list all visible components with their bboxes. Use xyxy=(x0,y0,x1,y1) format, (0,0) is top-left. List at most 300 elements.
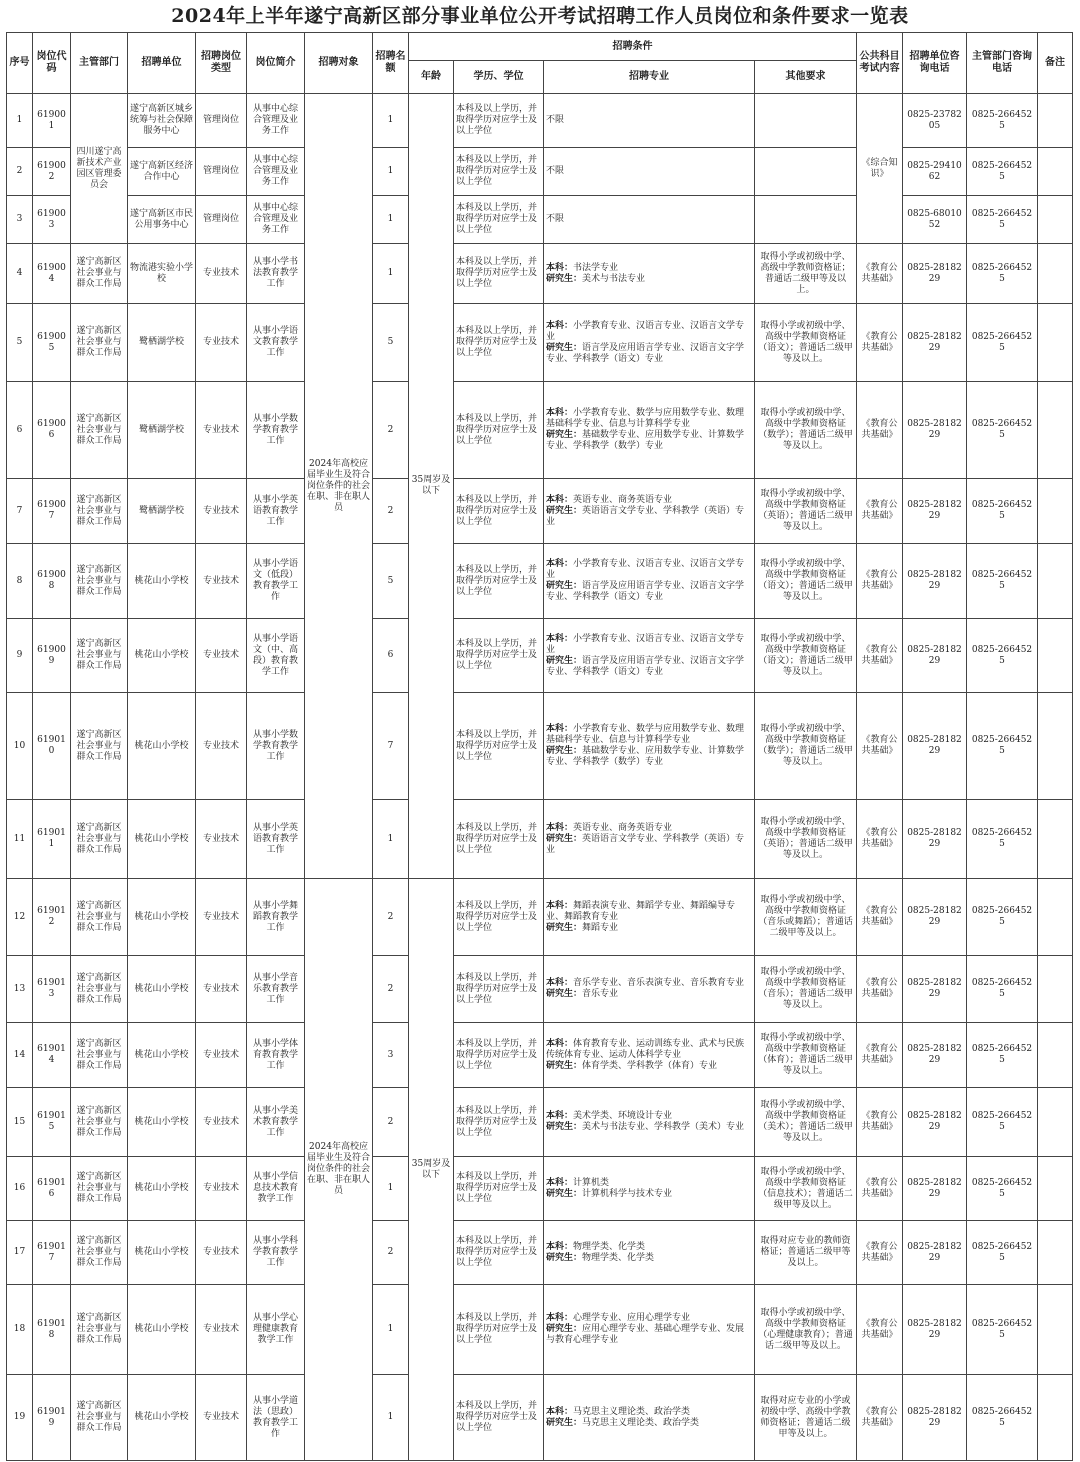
cell-seq: 16 xyxy=(7,1157,33,1221)
major-yanjiusheng: 基础数学专业、应用数学专业、计算数学专业、学科教学（数学）专业 xyxy=(546,430,745,451)
cell-exam: 《教育公共基础》 xyxy=(857,1375,903,1461)
cell-age: 35周岁及以下 xyxy=(409,94,454,879)
cell-unit-phone: 0825-2818229 xyxy=(903,304,967,382)
major-yanjiusheng: 美术与书法专业 xyxy=(582,273,646,284)
cell-major xyxy=(544,1375,755,1461)
table-row xyxy=(7,956,1073,1023)
table-row xyxy=(7,479,1073,544)
cell-code: 619004 xyxy=(33,244,71,304)
cell-edu: 本科及以上学历，并取得学历对应学士及以上学位 xyxy=(454,1375,544,1461)
cell-type: 专业技术 xyxy=(196,544,247,619)
cell-unit-phone: 0825-2818229 xyxy=(903,1221,967,1285)
major-yanjiusheng: 计算机科学与技术专业 xyxy=(582,1188,673,1199)
major-yanjiusheng: 英语语言文学专业、学科教学（英语）专业 xyxy=(546,505,745,527)
cell-seq: 4 xyxy=(7,244,33,304)
major-benke: 舞蹈表演专业、舞蹈学专业、舞蹈编导专业、舞蹈教育专业 xyxy=(546,900,736,922)
label-benke: 本科： xyxy=(546,1177,574,1188)
cell-major xyxy=(544,382,755,479)
cell-major xyxy=(544,1088,755,1157)
cell-desc: 从事小学心理健康教育教学工作 xyxy=(247,1285,305,1375)
cell-unit: 桃花山小学校 xyxy=(128,619,196,693)
cell-other: 取得对应专业的教师资格证；普通话二级甲等及以上。 xyxy=(755,1221,857,1285)
cell-dept-phone: 0825-2664525 xyxy=(967,196,1038,244)
cell-edu: 本科及以上学历，并取得学历对应学士及以上学位 xyxy=(454,693,544,800)
cell-type: 专业技术 xyxy=(196,479,247,544)
cell-dept-phone: 0825-2664525 xyxy=(967,1088,1038,1157)
major-yanjiusheng: 音乐专业 xyxy=(582,989,619,999)
major-benke: 马克思主义理论类、政治学类 xyxy=(573,1406,691,1417)
cell-exam: 《教育公共基础》 xyxy=(857,304,903,382)
cell-note xyxy=(1038,800,1073,879)
cell-dept-phone: 0825-2664525 xyxy=(967,304,1038,382)
cell-seq: 10 xyxy=(7,693,33,800)
cell-dept: 遂宁高新区社会事业与群众工作局 xyxy=(71,1221,128,1285)
cell-edu: 本科及以上学历，并取得学历对应学士及以上学位 xyxy=(454,1285,544,1375)
cell-unit-phone: 0825-2818229 xyxy=(903,1285,967,1375)
cell-desc: 从事小学舞蹈教育教学工作 xyxy=(247,879,305,956)
cell-edu: 本科及以上学历，并取得学历对应学士及以上学位 xyxy=(454,1023,544,1088)
label-benke: 本科： xyxy=(546,978,574,988)
cell-desc: 从事小学音乐教育教学工作 xyxy=(247,956,305,1023)
cell-exam: 《教育公共基础》 xyxy=(857,693,903,800)
cell-count: 1 xyxy=(373,800,409,879)
table-row xyxy=(7,1088,1073,1157)
cell-other: 取得小学或初级中学、高级中学教师资格证（音乐或舞蹈）；普通话二级甲等及以上。 xyxy=(755,879,857,956)
cell-unit: 桃花山小学校 xyxy=(128,1157,196,1221)
cell-seq: 2 xyxy=(7,148,33,196)
cell-code: 619014 xyxy=(33,1023,71,1088)
cell-major xyxy=(544,1285,755,1375)
table-row xyxy=(7,148,1073,196)
cell-exam: 《教育公共基础》 xyxy=(857,382,903,479)
cell-type: 专业技术 xyxy=(196,1375,247,1461)
cell-unit-phone: 0825-2818229 xyxy=(903,693,967,800)
label-benke: 本科： xyxy=(546,724,574,734)
label-benke: 本科： xyxy=(546,1241,574,1252)
cell-type: 管理岗位 xyxy=(196,94,247,148)
cell-note xyxy=(1038,1023,1073,1088)
label-benke: 本科： xyxy=(546,633,574,644)
cell-seq: 7 xyxy=(7,479,33,544)
cell-dept: 遂宁高新区社会事业与群众工作局 xyxy=(71,619,128,693)
cell-code: 619001 xyxy=(33,94,71,148)
cell-other: 取得小学或初级中学、高级中学教师资格证（英语）；普通话二级甲等及以上。 xyxy=(755,800,857,879)
cell-dept-phone: 0825-2664525 xyxy=(967,879,1038,956)
cell-code: 619006 xyxy=(33,382,71,479)
cell-seq: 19 xyxy=(7,1375,33,1461)
cell-note xyxy=(1038,693,1073,800)
cell-major xyxy=(544,244,755,304)
cell-other: 取得小学或初级中学、高级中学教师资格证（美术）；普通话二级甲等及以上。 xyxy=(755,1088,857,1157)
cell-major xyxy=(544,956,755,1023)
cell-type: 专业技术 xyxy=(196,619,247,693)
cell-unit-phone: 0825-2818229 xyxy=(903,879,967,956)
cell-note xyxy=(1038,1285,1073,1375)
cell-count: 2 xyxy=(373,382,409,479)
cell-major xyxy=(544,1157,755,1221)
cell-unit-phone: 0825-2818229 xyxy=(903,244,967,304)
cell-seq: 8 xyxy=(7,544,33,619)
cell-desc: 从事小学语文教育教学工作 xyxy=(247,304,305,382)
cell-note xyxy=(1038,479,1073,544)
major-benke: 小学教育专业、数学与应用数学专业、数理基础科学专业、信息与计算科学专业 xyxy=(546,408,745,429)
header-unit-phone: 招聘单位咨询电话 xyxy=(903,33,967,94)
cell-dept-phone: 0825-2664525 xyxy=(967,1221,1038,1285)
table-row xyxy=(7,196,1073,244)
cell-unit-phone: 0825-2378205 xyxy=(903,94,967,148)
cell-other: 取得小学或初级中学、高级中学教师资格证（英语）；普通话二级甲等及以上。 xyxy=(755,479,857,544)
label-benke: 本科： xyxy=(546,408,574,418)
cell-edu: 本科及以上学历，并取得学历对应学士及以上学位 xyxy=(454,479,544,544)
cell-unit-phone: 0825-2818229 xyxy=(903,382,967,479)
cell-exam: 《教育公共基础》 xyxy=(857,479,903,544)
cell-dept: 遂宁高新区社会事业与群众工作局 xyxy=(71,1157,128,1221)
cell-other: 取得小学或初级中学、高级中学教师资格证（信息技术）；普通话二级甲等及以上。 xyxy=(755,1157,857,1221)
cell-dept: 遂宁高新区社会事业与群众工作局 xyxy=(71,879,128,956)
cell-major: 不限 xyxy=(544,148,755,196)
cell-desc: 从事小学语文（低段）教育教学工作 xyxy=(247,544,305,619)
cell-unit-phone: 0825-2818229 xyxy=(903,1088,967,1157)
cell-code: 619017 xyxy=(33,1221,71,1285)
major-yanjiusheng: 英语语言文学专业、学科教学（英语）专业 xyxy=(546,833,745,855)
cell-type: 专业技术 xyxy=(196,693,247,800)
cell-note xyxy=(1038,1375,1073,1461)
major-yanjiusheng: 舞蹈专业 xyxy=(582,922,619,933)
header-seq: 序号 xyxy=(7,33,33,94)
cell-type: 专业技术 xyxy=(196,1221,247,1285)
cell-major xyxy=(544,1023,755,1088)
cell-major: 不限 xyxy=(544,94,755,148)
cell-edu: 本科及以上学历，并取得学历对应学士及以上学位 xyxy=(454,800,544,879)
cell-note xyxy=(1038,619,1073,693)
cell-exam: 《综合知识》 xyxy=(857,94,903,244)
cell-exam: 《教育公共基础》 xyxy=(857,619,903,693)
cell-unit: 桃花山小学校 xyxy=(128,956,196,1023)
cell-dept: 遂宁高新区社会事业与群众工作局 xyxy=(71,1023,128,1088)
cell-other: 取得对应专业的小学或初级中学、高级中学教师资格证；普通话二级甲等及以上。 xyxy=(755,1375,857,1461)
cell-dept-phone: 0825-2664525 xyxy=(967,1157,1038,1221)
cell-note xyxy=(1038,304,1073,382)
cell-note xyxy=(1038,1088,1073,1157)
cell-count: 5 xyxy=(373,304,409,382)
cell-dept: 四川遂宁高新技术产业园区管理委员会 xyxy=(71,94,128,244)
major-yanjiusheng: 语言学及应用语言学专业、汉语言文字学专业、学科教学（语文）专业 xyxy=(546,655,745,677)
cell-target: 2024年高校应届毕业生及符合岗位条件的社会在职、非在职人员 xyxy=(305,879,373,1461)
cell-unit: 桃花山小学校 xyxy=(128,1088,196,1157)
label-yanjiusheng: 研究生： xyxy=(546,430,583,440)
cell-code: 619010 xyxy=(33,693,71,800)
cell-unit-phone: 0825-2818229 xyxy=(903,1375,967,1461)
cell-count: 1 xyxy=(373,1157,409,1221)
cell-count: 2 xyxy=(373,1221,409,1285)
cell-unit: 桃花山小学校 xyxy=(128,800,196,879)
cell-count: 1 xyxy=(373,196,409,244)
cell-note xyxy=(1038,382,1073,479)
cell-count: 6 xyxy=(373,619,409,693)
label-benke: 本科： xyxy=(546,559,574,569)
cell-other xyxy=(755,94,857,148)
cell-code: 619018 xyxy=(33,1285,71,1375)
cell-major xyxy=(544,304,755,382)
major-benke: 心理学专业、应用心理学专业 xyxy=(573,1313,691,1323)
cell-edu: 本科及以上学历，并取得学历对应学士及以上学位 xyxy=(454,94,544,148)
cell-edu: 本科及以上学历，并取得学历对应学士及以上学位 xyxy=(454,879,544,956)
cell-note xyxy=(1038,1221,1073,1285)
cell-major xyxy=(544,800,755,879)
cell-unit: 鹭栖湖学校 xyxy=(128,304,196,382)
cell-type: 管理岗位 xyxy=(196,196,247,244)
cell-desc: 从事小学美术教育教学工作 xyxy=(247,1088,305,1157)
cell-seq: 18 xyxy=(7,1285,33,1375)
cell-unit-phone: 0825-2818229 xyxy=(903,800,967,879)
table-row xyxy=(7,382,1073,479)
cell-exam: 《教育公共基础》 xyxy=(857,1221,903,1285)
cell-exam: 《教育公共基础》 xyxy=(857,544,903,619)
cell-unit: 桃花山小学校 xyxy=(128,693,196,800)
cell-other: 取得小学或初级中学、高级中学教师资格证（语文）；普通话二级甲等及以上。 xyxy=(755,304,857,382)
label-yanjiusheng: 研究生： xyxy=(546,342,583,353)
cell-desc: 从事小学英语教育教学工作 xyxy=(247,800,305,879)
cell-code: 619012 xyxy=(33,879,71,956)
cell-desc: 从事小学书法教育教学工作 xyxy=(247,244,305,304)
cell-desc: 从事小学数学教育教学工作 xyxy=(247,693,305,800)
cell-unit: 桃花山小学校 xyxy=(128,1375,196,1461)
cell-seq: 12 xyxy=(7,879,33,956)
major-benke: 小学教育专业、汉语言专业、汉语言文学专业 xyxy=(546,633,745,655)
cell-other: 取得小学或初级中学、高级中学教师资格证；普通话二级甲等及以上。 xyxy=(755,244,857,304)
header-dept-phone: 主管部门咨询电话 xyxy=(967,33,1038,94)
cell-dept: 遂宁高新区社会事业与群众工作局 xyxy=(71,956,128,1023)
cell-edu: 本科及以上学历，并取得学历对应学士及以上学位 xyxy=(454,1221,544,1285)
cell-count: 1 xyxy=(373,1285,409,1375)
header-edu: 学历、学位 xyxy=(454,61,544,94)
major-benke: 体育教育专业、运动训练专业、武术与民族传统体育专业、运动人体科学专业 xyxy=(546,1038,745,1060)
cell-edu: 本科及以上学历，并取得学历对应学士及以上学位 xyxy=(454,956,544,1023)
cell-code: 619019 xyxy=(33,1375,71,1461)
label-yanjiusheng: 研究生： xyxy=(546,833,583,844)
major-benke: 音乐学专业、音乐表演专业、音乐教育专业 xyxy=(573,978,745,988)
cell-type: 专业技术 xyxy=(196,1157,247,1221)
cell-seq: 15 xyxy=(7,1088,33,1157)
cell-exam: 《教育公共基础》 xyxy=(857,1285,903,1375)
cell-unit-phone: 0825-2818229 xyxy=(903,544,967,619)
cell-dept-phone: 0825-2664525 xyxy=(967,94,1038,148)
cell-dept: 遂宁高新区社会事业与群众工作局 xyxy=(71,1088,128,1157)
label-yanjiusheng: 研究生： xyxy=(546,1417,583,1428)
cell-dept-phone: 0825-2664525 xyxy=(967,1375,1038,1461)
cell-unit-phone: 0825-2818229 xyxy=(903,619,967,693)
label-yanjiusheng: 研究生： xyxy=(546,922,583,933)
major-yanjiusheng: 语言学及应用语言学专业、汉语言文字学专业、学科教学（语文）专业 xyxy=(546,581,745,602)
cell-type: 专业技术 xyxy=(196,1285,247,1375)
cell-edu: 本科及以上学历，并取得学历对应学士及以上学位 xyxy=(454,544,544,619)
major-benke: 英语专业、商务英语专业 xyxy=(573,494,673,505)
cell-type: 专业技术 xyxy=(196,956,247,1023)
cell-exam: 《教育公共基础》 xyxy=(857,1157,903,1221)
cell-code: 619011 xyxy=(33,800,71,879)
cell-exam: 《教育公共基础》 xyxy=(857,879,903,956)
document-title: 2024年上半年遂宁高新区部分事业单位公开考试招聘工作人员岗位和条件要求一览表 xyxy=(171,5,909,27)
cell-dept-phone: 0825-2664525 xyxy=(967,479,1038,544)
label-benke: 本科： xyxy=(546,494,574,505)
header-code: 岗位代码 xyxy=(33,33,71,94)
cell-count: 1 xyxy=(373,1375,409,1461)
cell-dept: 遂宁高新区社会事业与群众工作局 xyxy=(71,544,128,619)
cell-desc: 从事小学科学教育教学工作 xyxy=(247,1221,305,1285)
cell-dept-phone: 0825-2664525 xyxy=(967,382,1038,479)
cell-edu: 本科及以上学历，并取得学历对应学士及以上学位 xyxy=(454,1157,544,1221)
cell-type: 专业技术 xyxy=(196,1088,247,1157)
cell-unit: 遂宁高新区市民公用事务中心 xyxy=(128,196,196,244)
table-row xyxy=(7,1375,1073,1461)
cell-unit: 桃花山小学校 xyxy=(128,544,196,619)
label-benke: 本科： xyxy=(546,822,574,833)
cell-dept: 遂宁高新区社会事业与群众工作局 xyxy=(71,693,128,800)
label-yanjiusheng: 研究生： xyxy=(546,505,583,516)
cell-note xyxy=(1038,544,1073,619)
cell-other: 取得小学或初级中学、高级中学教师资格证（语文）；普通话二级甲等及以上。 xyxy=(755,544,857,619)
cell-note xyxy=(1038,244,1073,304)
label-benke: 本科： xyxy=(546,1111,574,1121)
cell-major xyxy=(544,879,755,956)
cell-desc: 从事小学道法（思政）教育教学工作 xyxy=(247,1375,305,1461)
header-target: 招聘对象 xyxy=(305,33,373,94)
major-yanjiusheng: 体育学类、学科教学（体育）专业 xyxy=(582,1060,718,1071)
table-row xyxy=(7,1023,1073,1088)
cell-edu: 本科及以上学历，并取得学历对应学士及以上学位 xyxy=(454,304,544,382)
cell-dept: 遂宁高新区社会事业与群众工作局 xyxy=(71,800,128,879)
cell-code: 619003 xyxy=(33,196,71,244)
cell-code: 619005 xyxy=(33,304,71,382)
label-yanjiusheng: 研究生： xyxy=(546,1324,583,1334)
cell-major xyxy=(544,619,755,693)
major-benke: 英语专业、商务英语专业 xyxy=(573,822,673,833)
major-yanjiusheng: 物理学类、化学类 xyxy=(582,1252,655,1263)
major-yanjiusheng: 基础数学专业、应用数学专业、计算数学专业、学科教学（数学）专业 xyxy=(546,746,745,767)
header-age: 年龄 xyxy=(409,61,454,94)
table-row xyxy=(7,1221,1073,1285)
cell-note xyxy=(1038,879,1073,956)
label-yanjiusheng: 研究生： xyxy=(546,1188,583,1199)
cell-type: 专业技术 xyxy=(196,1023,247,1088)
label-benke: 本科： xyxy=(546,1406,574,1417)
cell-unit: 遂宁高新区城乡统筹与社会保障服务中心 xyxy=(128,94,196,148)
table-row xyxy=(7,693,1073,800)
cell-edu: 本科及以上学历，并取得学历对应学士及以上学位 xyxy=(454,382,544,479)
positions-table xyxy=(6,32,1073,1461)
cell-count: 2 xyxy=(373,956,409,1023)
cell-note xyxy=(1038,196,1073,244)
label-yanjiusheng: 研究生： xyxy=(546,1060,583,1071)
cell-code: 619009 xyxy=(33,619,71,693)
table-row xyxy=(7,544,1073,619)
cell-count: 1 xyxy=(373,94,409,148)
cell-unit-phone: 0825-6801052 xyxy=(903,196,967,244)
header-note: 备注 xyxy=(1038,33,1073,94)
major-yanjiusheng: 马克思主义理论类、政治学类 xyxy=(582,1417,700,1428)
cell-major xyxy=(544,544,755,619)
cell-unit: 桃花山小学校 xyxy=(128,879,196,956)
cell-dept: 遂宁高新区社会事业与群众工作局 xyxy=(71,1375,128,1461)
cell-edu: 本科及以上学历，并取得学历对应学士及以上学位 xyxy=(454,148,544,196)
label-yanjiusheng: 研究生： xyxy=(546,746,583,756)
cell-desc: 从事小学数学教育教学工作 xyxy=(247,382,305,479)
cell-unit: 鹭栖湖学校 xyxy=(128,382,196,479)
header-unit: 招聘单位 xyxy=(128,33,196,94)
cell-exam: 《教育公共基础》 xyxy=(857,1023,903,1088)
major-benke: 书法学专业 xyxy=(573,262,619,273)
cell-unit: 物流港实验小学校 xyxy=(128,244,196,304)
cell-dept-phone: 0825-2664525 xyxy=(967,800,1038,879)
cell-desc: 从事中心综合管理及业务工作 xyxy=(247,148,305,196)
cell-desc: 从事中心综合管理及业务工作 xyxy=(247,196,305,244)
table-row xyxy=(7,1157,1073,1221)
label-yanjiusheng: 研究生： xyxy=(546,989,583,999)
cell-type: 专业技术 xyxy=(196,879,247,956)
cell-edu: 本科及以上学历，并取得学历对应学士及以上学位 xyxy=(454,244,544,304)
cell-dept-phone: 0825-2664525 xyxy=(967,244,1038,304)
cell-seq: 17 xyxy=(7,1221,33,1285)
table-row xyxy=(7,304,1073,382)
cell-type: 专业技术 xyxy=(196,244,247,304)
cell-unit: 桃花山小学校 xyxy=(128,1023,196,1088)
cell-seq: 14 xyxy=(7,1023,33,1088)
cell-note xyxy=(1038,148,1073,196)
cell-other: 取得小学或初级中学、高级中学教师资格证（心理健康教育）；普通话二级甲等及以上。 xyxy=(755,1285,857,1375)
major-benke: 计算机类 xyxy=(573,1177,610,1188)
cell-type: 管理岗位 xyxy=(196,148,247,196)
label-yanjiusheng: 研究生： xyxy=(546,581,583,591)
cell-unit-phone: 0825-2818229 xyxy=(903,479,967,544)
cell-dept: 遂宁高新区社会事业与群众工作局 xyxy=(71,244,128,304)
cell-note xyxy=(1038,94,1073,148)
cell-edu: 本科及以上学历，并取得学历对应学士及以上学位 xyxy=(454,1088,544,1157)
cell-unit: 遂宁高新区经济合作中心 xyxy=(128,148,196,196)
cell-seq: 13 xyxy=(7,956,33,1023)
cell-dept-phone: 0825-2664525 xyxy=(967,693,1038,800)
cell-code: 619007 xyxy=(33,479,71,544)
cell-count: 3 xyxy=(373,1023,409,1088)
header-desc: 岗位简介 xyxy=(247,33,305,94)
cell-code: 619016 xyxy=(33,1157,71,1221)
label-benke: 本科： xyxy=(546,320,574,331)
cell-unit-phone: 0825-2818229 xyxy=(903,956,967,1023)
cell-other: 取得小学或初级中学、高级中学教师资格证（语文）；普通话二级甲等及以上。 xyxy=(755,619,857,693)
cell-exam: 《教育公共基础》 xyxy=(857,1088,903,1157)
table-row xyxy=(7,879,1073,956)
cell-count: 7 xyxy=(373,693,409,800)
cell-dept: 遂宁高新区社会事业与群众工作局 xyxy=(71,479,128,544)
cell-unit: 桃花山小学校 xyxy=(128,1285,196,1375)
table-row xyxy=(7,619,1073,693)
major-yanjiusheng: 应用心理学专业、基础心理学专业、发展与教育心理学专业 xyxy=(546,1324,745,1345)
major-benke: 小学教育专业、汉语言专业、汉语言文学专业 xyxy=(546,320,745,342)
table-row xyxy=(7,244,1073,304)
cell-exam: 《教育公共基础》 xyxy=(857,800,903,879)
cell-code: 619002 xyxy=(33,148,71,196)
cell-dept-phone: 0825-2664525 xyxy=(967,544,1038,619)
major-yanjiusheng: 语言学及应用语言学专业、汉语言文字学专业、学科教学（语文）专业 xyxy=(546,342,745,364)
cell-other: 取得小学或初级中学、高级中学教师资格证（体育）；普通话二级甲等及以上。 xyxy=(755,1023,857,1088)
cell-other: 取得小学或初级中学、高级中学教师资格证（数学）；普通话二级甲等及以上。 xyxy=(755,382,857,479)
cell-count: 2 xyxy=(373,1088,409,1157)
cell-type: 专业技术 xyxy=(196,304,247,382)
label-benke: 本科： xyxy=(546,900,574,911)
cell-dept: 遂宁高新区社会事业与群众工作局 xyxy=(71,382,128,479)
cell-major xyxy=(544,479,755,544)
cell-type: 专业技术 xyxy=(196,382,247,479)
cell-desc: 从事小学体育教育教学工作 xyxy=(247,1023,305,1088)
